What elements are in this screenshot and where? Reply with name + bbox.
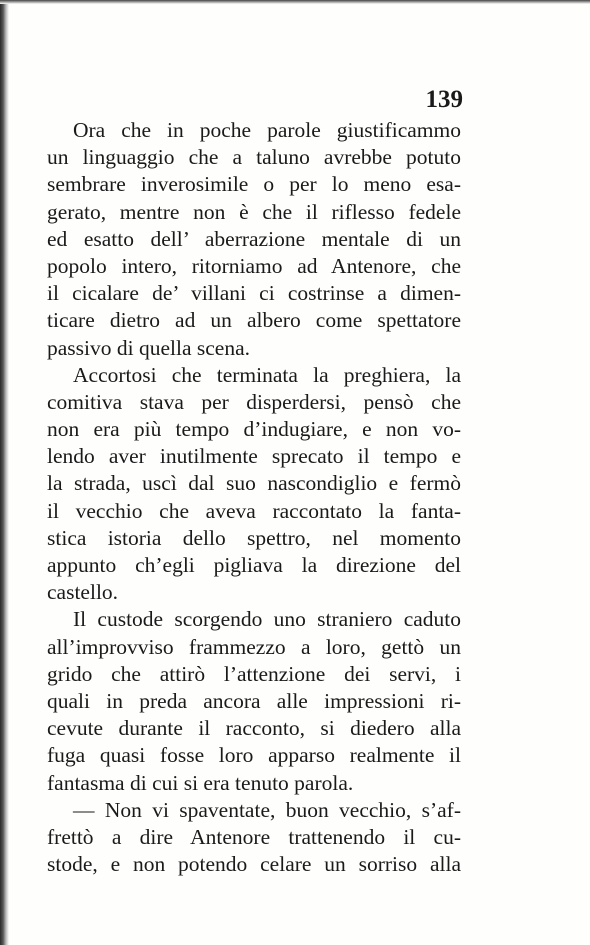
text-line: ticare dietro ad un albero come spettatore — [47, 308, 461, 333]
text-line: fantasma di cui si era tenuto parola. — [47, 770, 354, 795]
text-line: il vecchio che aveva raccontato la fanta- — [47, 498, 461, 523]
text-line: Accortosi che terminata la preghiera, la — [73, 362, 461, 387]
text-line: ed esatto dell’ aberrazione mentale di un — [47, 226, 461, 251]
text-line: sembrare inverosimile o per lo meno esa- — [47, 172, 461, 197]
text-line: frettò a dire Antenore trattenendo il cu- — [47, 824, 461, 849]
paragraph — [47, 797, 461, 879]
text-line: castello. — [47, 580, 119, 605]
text-line: quali in preda ancora alle impressioni ri- — [47, 688, 461, 713]
text-line: il cicalare de’ villani ci costrinse a dimen- — [47, 281, 461, 306]
text-line: un linguaggio che a taluno avrebbe potuto — [47, 145, 461, 170]
text-line: popolo intero, ritorniamo ad Antenore, che — [47, 253, 461, 278]
text-line: passivo di quella scena. — [47, 335, 251, 360]
paragraph — [47, 362, 461, 607]
text-line: comitiva stava per disperdersi, pensò che — [47, 389, 461, 414]
paragraph — [47, 117, 461, 362]
text-line: stode, e non potendo celare un sorriso alla — [47, 852, 461, 877]
paragraph — [47, 606, 461, 796]
text-line: fuga quasi fosse loro apparso realmente il — [47, 743, 461, 768]
text-line: la strada, uscì dal suo nascondiglio e fermò — [47, 471, 461, 496]
text-line: Il custode scorgendo uno straniero caduto — [73, 607, 461, 632]
page-binding-shadow — [0, 0, 9, 945]
text-line: gerato, mentre non è che il riflesso fedele — [47, 199, 461, 224]
text-line: all’improvviso frammezzo a loro, gettò un — [47, 634, 461, 659]
text-line: stica istoria dello spettro, nel momento — [47, 525, 461, 550]
text-line: non era più tempo d’indugiare, e non vo- — [47, 417, 461, 442]
text-line: grido che attirò l’attenzione dei servi, i — [47, 661, 461, 686]
text-line: cevute durante il racconto, si diedero alla — [47, 716, 461, 741]
text-line: appunto ch’egli pigliava la direzione del — [47, 553, 461, 577]
page-top-shadow — [0, 0, 590, 4]
page-number: 139 — [425, 86, 463, 113]
text-line: lendo aver inutilmente sprecato il tempo e — [47, 444, 461, 469]
text-line: — Non vi spaventate, buon vecchio, s’af- — [73, 797, 461, 822]
body-text — [47, 117, 461, 878]
text-line: Ora che in poche parole giustificammo — [73, 118, 461, 142]
